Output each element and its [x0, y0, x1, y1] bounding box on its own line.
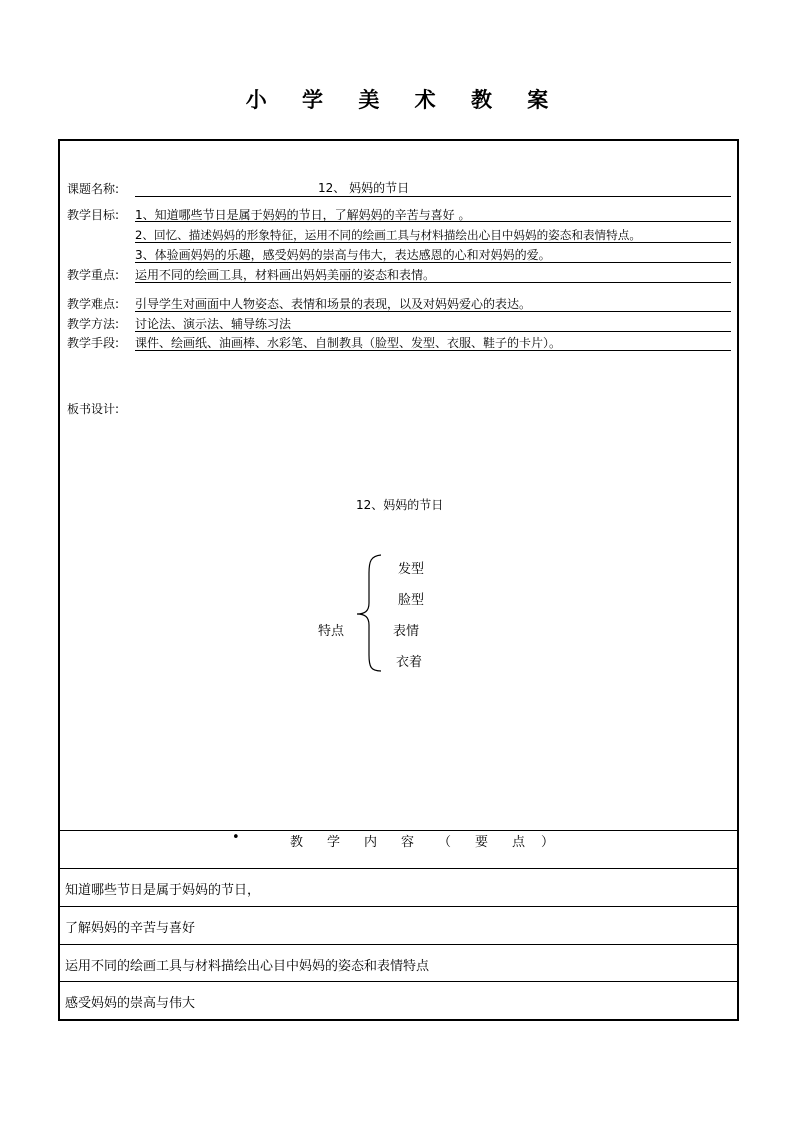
method-label: 教学方法: [67, 317, 120, 331]
key-point-value: 运用不同的绘画工具，材料画出妈妈美丽的姿态和表情。 [135, 268, 436, 282]
page-title: 小 学 美 术 教 案 [245, 88, 563, 112]
topic-label: 课题名称: [67, 182, 120, 196]
key-point-field [67, 268, 135, 282]
topic-value: 12、 妈妈的节日 [318, 181, 410, 195]
key-point-label: 教学重点: [67, 268, 120, 282]
means-label: 教学手段: [67, 336, 120, 350]
goal-item-2: 2、回忆、描述妈妈的形象特征，运用不同的绘画工具与材料描绘出心目中妈妈的姿态和表情特点。 [135, 228, 641, 242]
goals-field [67, 208, 135, 222]
header-char-2: 学 [327, 835, 341, 850]
method-field [67, 317, 135, 331]
branch-hair: 发型 [398, 562, 425, 577]
content-row-1: 知道哪些节日是属于妈妈的节日， [65, 883, 261, 898]
goal-underline-1 [135, 221, 731, 222]
difficulty-field [67, 297, 135, 311]
board-field [67, 402, 135, 416]
header-char-1: 教 [290, 835, 304, 850]
topic-underline [135, 196, 731, 197]
content-header [60, 831, 737, 853]
goal-item-1: 1、知道哪些节日是属于妈妈的节日，了解妈妈的辛苦与喜好 。 [135, 208, 471, 222]
curly-brace-icon [355, 553, 385, 673]
branch-clothing: 衣着 [396, 655, 423, 670]
goal-item-3: 3、体验画妈妈的乐趣，感受妈妈的崇高与伟大，表达感恩的心和对妈妈的爱。 [135, 248, 551, 262]
key-point-underline [135, 282, 731, 283]
method-underline [135, 331, 731, 332]
difficulty-underline [135, 311, 731, 312]
difficulty-value: 引导学生对画面中人物姿态、表情和场景的表现，以及对妈妈爱心的表达。 [135, 297, 532, 311]
header-char-6: 要 [475, 835, 489, 850]
topic-field [67, 182, 135, 196]
header-char-7: 点 [512, 835, 526, 850]
header-char-4: 容 [401, 835, 415, 850]
goals-label: 教学目标: [67, 208, 120, 222]
goal-underline-2 [135, 242, 731, 243]
lesson-plan-frame [58, 139, 739, 1021]
means-field [67, 336, 135, 350]
content-row-4: 感受妈妈的崇高与伟大 [65, 996, 196, 1011]
branch-face: 脸型 [398, 593, 425, 608]
header-bullet: • [232, 830, 240, 845]
content-row-3: 运用不同的绘画工具与材料描绘出心目中妈妈的姿态和表情特点 [65, 959, 430, 974]
content-divider-3 [60, 944, 737, 945]
means-value: 课件、绘画纸、油画棒、水彩笔、自制教具（脸型、发型、衣服、鞋子的卡片）。 [135, 336, 562, 350]
board-label: 板书设计: [67, 402, 120, 416]
content-divider-1 [60, 868, 737, 869]
header-char-8: ） [541, 835, 555, 850]
content-row-2: 了解妈妈的辛苦与喜好 [65, 921, 196, 936]
header-char-5: （ [438, 835, 452, 850]
content-divider-4 [60, 981, 737, 982]
goal-underline-3 [135, 262, 731, 263]
means-underline [135, 350, 731, 351]
diagram-root: 特点 [318, 624, 345, 639]
method-value: 讨论法、演示法、辅导练习法 [135, 317, 292, 331]
difficulty-label: 教学难点: [67, 297, 120, 311]
branch-expression: 表情 [393, 624, 420, 639]
content-divider-2 [60, 906, 737, 907]
board-title: 12、妈妈的节日 [356, 498, 444, 512]
header-char-3: 内 [364, 835, 378, 850]
